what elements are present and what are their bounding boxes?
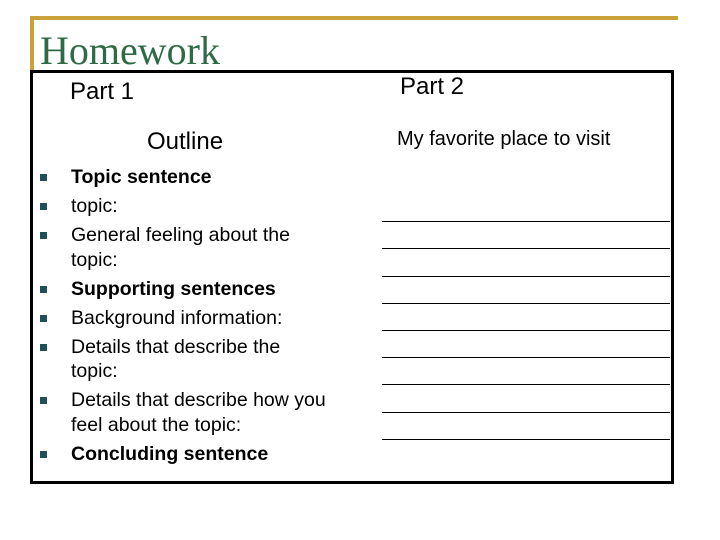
outline-item — [40, 388, 330, 437]
title-rule-top — [30, 16, 678, 20]
blank-line — [382, 277, 670, 304]
outline-item — [40, 306, 330, 331]
outline-item-text: General feeling about the topic: — [71, 224, 290, 271]
outline-item — [40, 277, 330, 302]
outline-item-text: Details that describe the topic: — [71, 335, 281, 382]
square-bullet-icon — [40, 451, 47, 458]
square-bullet-icon — [40, 397, 47, 404]
outline-item-text: topic: — [71, 195, 118, 217]
square-bullet-icon — [40, 286, 47, 293]
outline-item-text: Supporting sentences — [71, 277, 276, 300]
outline-item — [40, 442, 330, 467]
blank-line — [382, 195, 670, 222]
outline-item — [40, 165, 330, 190]
outline-heading: Outline — [147, 128, 224, 155]
outline-item-text: Details that describe how you feel about the topic: — [71, 389, 326, 436]
title-rule-left — [30, 16, 34, 70]
blank-line — [382, 249, 670, 276]
favorite-place-heading: My favorite place to visit — [397, 128, 611, 150]
outline-item-text: Background information: — [71, 306, 283, 329]
square-bullet-icon — [40, 174, 47, 181]
square-bullet-icon — [40, 203, 47, 210]
blank-line — [382, 385, 670, 412]
square-bullet-icon — [40, 315, 47, 322]
outline-item-text: Concluding sentence — [71, 442, 269, 465]
part2-heading: Part 2 — [400, 73, 465, 100]
square-bullet-icon — [40, 344, 47, 351]
outline-item — [40, 335, 330, 384]
blank-line — [382, 413, 670, 440]
square-bullet-icon — [40, 232, 47, 239]
blank-line — [382, 304, 670, 331]
outline-item-text: Topic sentence — [71, 166, 212, 188]
outline-list — [40, 165, 330, 471]
blank-line — [382, 222, 670, 249]
outline-item — [40, 223, 330, 272]
part1-heading: Part 1 — [70, 78, 135, 105]
writing-blanks — [382, 195, 672, 440]
slide-title: Homework — [40, 28, 220, 73]
outline-item — [40, 194, 330, 219]
blank-line — [382, 331, 670, 358]
blank-line — [382, 358, 670, 385]
